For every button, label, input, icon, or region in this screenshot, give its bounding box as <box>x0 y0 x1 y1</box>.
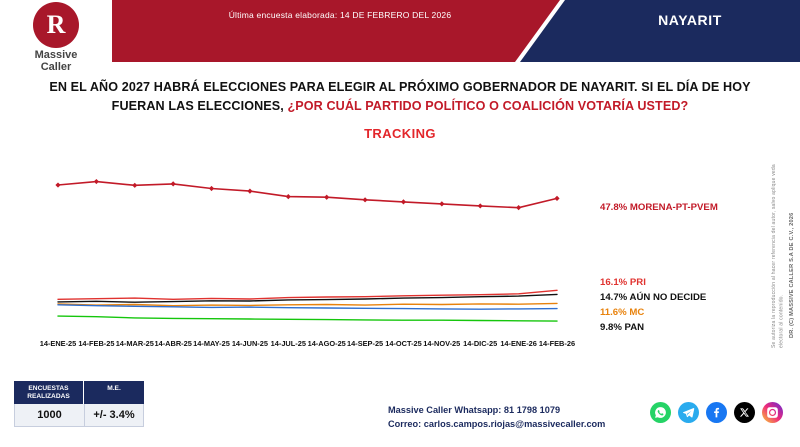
series-marker-morena <box>401 199 406 204</box>
x-tick-label: 14-AGO-25 <box>307 339 346 348</box>
x-tick-label: 14-OCT-25 <box>385 339 422 348</box>
sample-size-table-row <box>14 404 144 427</box>
sample-size-table <box>14 381 144 427</box>
state-name: NAYARIT <box>658 12 722 28</box>
logo-text <box>35 50 78 73</box>
question-line-2-plain: FUERAN LAS ELECCIONES, <box>111 98 288 113</box>
question-line-2-highlight: ¿POR CUÁL PARTIDO POLÍTICO O COALICIÓN VOTARÍA USTED? <box>287 98 689 113</box>
series-line-otro <box>58 316 557 321</box>
x-tick-label: 14-ABR-25 <box>154 339 192 348</box>
logo-mark-icon: R <box>33 2 79 48</box>
legend-item-morena: 47.8% MORENA-PT-PVEM <box>600 202 718 213</box>
whatsapp-icon[interactable] <box>650 402 671 423</box>
col-header-encuestas: ENCUESTAS REALIZADAS <box>14 381 84 404</box>
header-navy-band <box>520 0 800 62</box>
x-tick-label: 14-DIC-25 <box>463 339 498 348</box>
sample-size-table-header <box>14 381 144 404</box>
x-tick-label: 14-JUL-25 <box>270 339 306 348</box>
contact-whatsapp-label: Massive Caller Whatsapp: <box>388 405 502 415</box>
series-line-pri <box>58 290 557 299</box>
contact-email-value[interactable]: carlos.campos.riojas@massivecaller.com <box>423 418 606 429</box>
col-header-me: M.E. <box>107 385 121 392</box>
social-links <box>650 402 783 423</box>
x-tick-label: 14-SEP-25 <box>347 339 384 348</box>
x-twitter-icon[interactable] <box>734 402 755 423</box>
series-marker-morena <box>362 197 367 202</box>
x-tick-label: 14-FEB-26 <box>538 339 576 348</box>
value-encuestas: 1000 <box>15 404 85 426</box>
series-marker-morena <box>55 182 60 187</box>
x-tick-label: 14-JUN-25 <box>231 339 268 348</box>
series-marker-morena <box>478 203 483 208</box>
x-tick-label: 14-NOV-25 <box>423 339 461 348</box>
series-marker-morena <box>171 181 176 186</box>
contact-whatsapp-line <box>388 404 605 418</box>
chart-subtitle-tracking: TRACKING <box>364 126 436 141</box>
survey-date-label: Última encuesta elaborada: 14 DE FEBRERO DEL 2026 <box>228 10 452 20</box>
series-marker-morena <box>516 205 521 210</box>
legend-item-pri: 16.1% PRI <box>600 277 646 288</box>
legend-item-mc: 11.6% MC <box>600 307 645 318</box>
series-marker-morena <box>209 186 214 191</box>
logo-line-2: Caller <box>40 61 72 73</box>
copyright-vertical-note <box>788 148 796 338</box>
tracking-line-chart <box>20 155 595 365</box>
x-axis-tick-labels <box>20 339 595 357</box>
series-marker-morena <box>324 195 329 200</box>
brand-logo <box>0 0 112 78</box>
contact-email-label: Correo: <box>388 418 422 429</box>
poll-question <box>30 78 770 116</box>
telegram-icon[interactable] <box>678 402 699 423</box>
x-tick-label: 14-ENE-26 <box>500 339 537 348</box>
chart-canvas <box>20 155 595 345</box>
question-line-1: EN EL AÑO 2027 HABRÁ ELECCIONES PARA ELEGIR AL PRÓXIMO GOBERNADOR DE NAYARIT. SI EL DÍA DE HOY <box>49 80 751 94</box>
legend-item-pan: 9.8% PAN <box>600 322 645 333</box>
series-line-mc <box>58 303 557 305</box>
contact-whatsapp-value: 81 1798 1079 <box>503 405 561 415</box>
series-line-pan <box>58 305 557 309</box>
series-marker-morena <box>554 196 559 201</box>
reproduction-note-text: Se autoriza la reproducción al hacer referencia del autor, salvo aplique veda electoral al contenido. <box>771 164 785 348</box>
x-tick-label: 14-MAR-25 <box>115 339 154 348</box>
facebook-icon[interactable] <box>706 402 727 423</box>
legend-item-aun-no-decide: 14.7% AÚN NO DECIDE <box>600 292 707 303</box>
x-tick-label: 14-MAY-25 <box>193 339 230 348</box>
series-marker-morena <box>247 189 252 194</box>
contact-block <box>388 404 605 432</box>
copyright-line: DR. (C) MASSIVE CALLER S.A DE C.V., 2026 <box>788 212 795 338</box>
x-tick-label: 14-ENE-25 <box>39 339 77 348</box>
instagram-icon[interactable] <box>762 402 783 423</box>
series-marker-morena <box>439 201 444 206</box>
series-marker-morena <box>94 179 99 184</box>
reproduction-note <box>771 148 786 348</box>
x-tick-label: 14-FEB-25 <box>78 339 115 348</box>
contact-email-line <box>388 418 605 432</box>
series-marker-morena <box>132 183 137 188</box>
logo-line-1: Massive <box>34 49 78 62</box>
value-margin-error: +/- 3.4% <box>93 409 135 422</box>
series-marker-morena <box>286 194 291 199</box>
